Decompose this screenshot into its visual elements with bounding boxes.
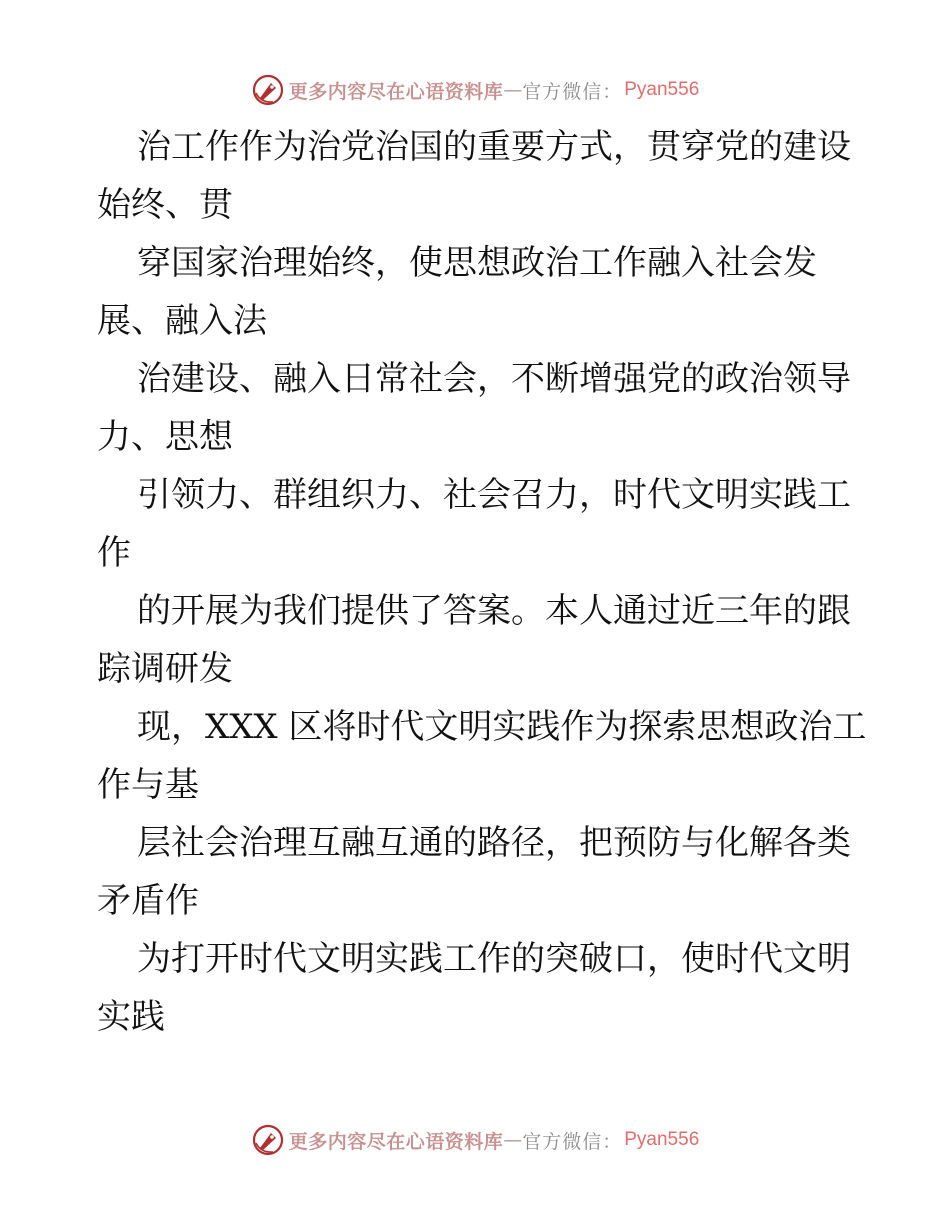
paragraph bbox=[97, 698, 867, 814]
paragraph-line: 治工作作为治党治国的重要方式，贯穿党的建设 bbox=[137, 127, 851, 167]
pen-nib-circle-icon bbox=[251, 73, 285, 107]
paragraph bbox=[97, 814, 867, 930]
paragraph bbox=[97, 350, 867, 466]
document-body bbox=[97, 118, 867, 1046]
banner-dash: — bbox=[503, 79, 523, 101]
banner-dash: — bbox=[503, 1129, 523, 1151]
banner-wechat-id: Pyan556 bbox=[624, 79, 700, 100]
paragraph bbox=[97, 118, 867, 234]
paragraph-line-continued: 作与基 bbox=[97, 765, 199, 805]
banner-wechat-id: Pyan556 bbox=[624, 1129, 700, 1150]
paragraph-line: 现，XXX 区将时代文明实践作为探索思想政治工 bbox=[137, 707, 867, 747]
paragraph-line: 为打开时代文明实践工作的突破口，使时代文明 bbox=[137, 939, 851, 979]
paragraph-line-continued: 始终、贯 bbox=[97, 185, 233, 225]
header-banner bbox=[0, 70, 950, 110]
paragraph-line: 的开展为我们提供了答案。本人通过近三年的跟 bbox=[137, 591, 851, 631]
banner-official-label: 官方微信： bbox=[522, 1130, 623, 1153]
paragraph bbox=[97, 582, 867, 698]
paragraph-line: 治建设、融入日常社会，不断增强党的政治领导 bbox=[137, 359, 851, 399]
paragraph-line: 层社会治理互融互通的路径，把预防与化解各类 bbox=[137, 823, 851, 863]
banner-official-label: 官方微信： bbox=[522, 80, 623, 103]
paragraph bbox=[97, 466, 867, 582]
paragraph-line-continued: 矛盾作 bbox=[97, 881, 199, 921]
footer-banner bbox=[0, 1120, 950, 1160]
banner-brand-text: 更多内容尽在心语资料库 bbox=[288, 80, 504, 103]
paragraph bbox=[97, 234, 867, 350]
paragraph-line: 穿国家治理始终，使思想政治工作融入社会发 bbox=[137, 243, 817, 283]
paragraph bbox=[97, 930, 867, 1046]
paragraph-line-continued: 实践 bbox=[97, 997, 165, 1037]
paragraph-line: 引领力、群组织力、社会召力，时代文明实践工 bbox=[137, 475, 851, 515]
paragraph-line-continued: 力、思想 bbox=[97, 417, 233, 457]
banner-brand-text: 更多内容尽在心语资料库 bbox=[288, 1130, 504, 1153]
paragraph-line-continued: 作 bbox=[97, 533, 131, 573]
pen-nib-circle-icon bbox=[251, 1123, 285, 1157]
paragraph-line-continued: 踪调研发 bbox=[97, 649, 233, 689]
paragraph-line-continued: 展、融入法 bbox=[97, 301, 267, 341]
